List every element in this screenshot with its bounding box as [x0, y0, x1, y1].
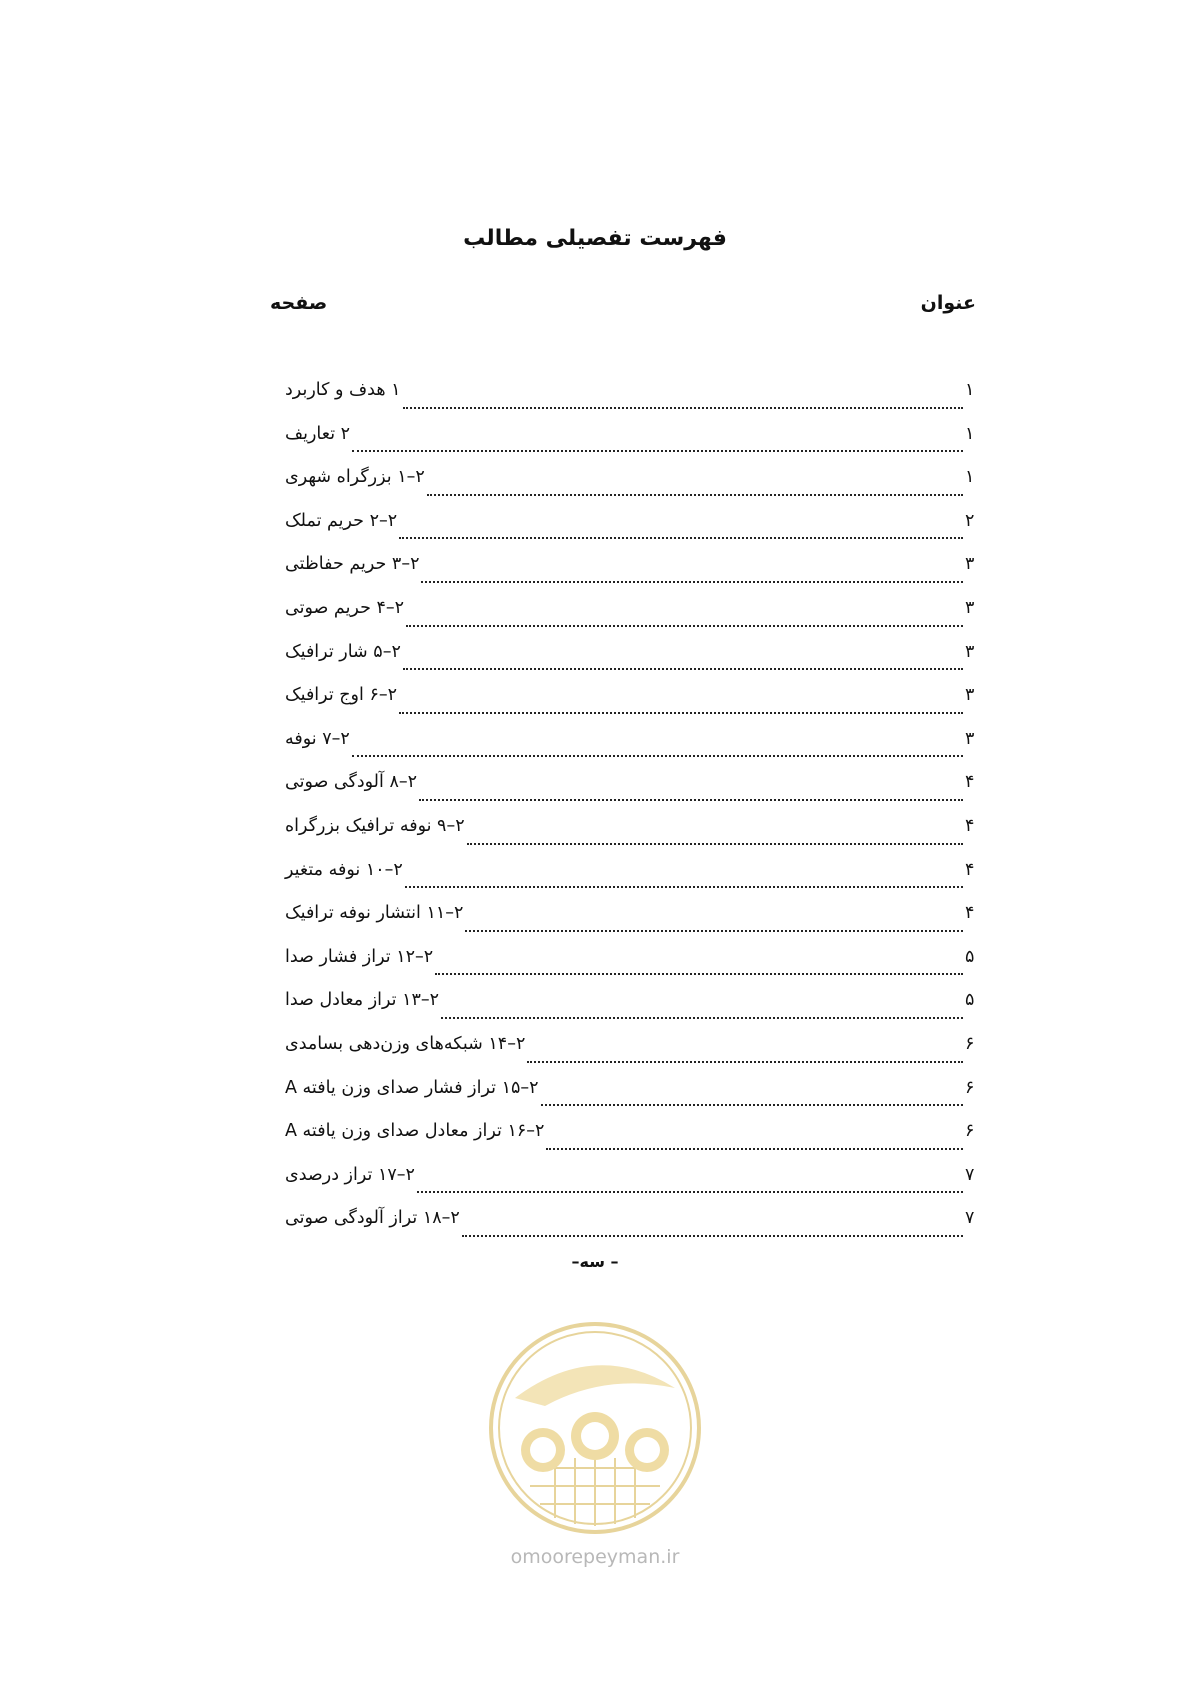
toc-entry-label: ۲–۱۶ تراز معادل صدای وزن یافته A — [285, 1121, 545, 1142]
dot-leader — [421, 581, 963, 583]
dot-leader — [352, 450, 963, 452]
dot-leader — [546, 1148, 963, 1150]
page-number: – سه– — [571, 1252, 619, 1271]
toc-entry[interactable] — [285, 554, 977, 598]
dot-leader — [399, 537, 963, 539]
toc-entry-label: ۲–۱۳ تراز معادل صدا — [285, 990, 440, 1011]
dot-leader — [527, 1061, 963, 1063]
toc-entry[interactable] — [285, 947, 977, 991]
toc-entry-label: ۲–۱۸ تراز آلودگی صوتی — [285, 1208, 460, 1229]
dot-leader — [427, 494, 963, 496]
toc-entry-page: ۴ — [965, 815, 975, 836]
toc-entry-page: ۷ — [965, 1164, 975, 1185]
dot-leader — [352, 755, 963, 757]
toc-entry-label: ۲–۴ حریم صوتی — [285, 597, 405, 618]
dot-leader — [406, 625, 963, 627]
toc-entry-label: ۲–۶ اوج ترافیک — [285, 685, 397, 706]
toc-entry-label: ۲–۸ آلودگی صوتی — [285, 772, 417, 793]
toc-entry[interactable] — [285, 772, 977, 816]
toc-entry-label: ۲–۱۷ تراز درصدی — [285, 1164, 415, 1185]
toc-entry[interactable] — [285, 467, 977, 511]
toc-entry[interactable] — [285, 511, 977, 555]
toc-entry[interactable] — [285, 903, 977, 947]
dot-leader — [403, 407, 963, 409]
dot-leader — [465, 930, 963, 932]
dot-leader — [399, 712, 963, 714]
toc-entry-page: ۱ — [965, 380, 975, 400]
toc-entry[interactable] — [285, 685, 977, 729]
toc-entry-label: ۲–۲ حریم تملک — [285, 510, 398, 531]
toc-entry-label: ۲–۱۲ تراز فشار صدا — [285, 946, 434, 967]
toc-entry-page: ۷ — [965, 1208, 975, 1229]
toc-entry-page: ۴ — [965, 859, 975, 880]
toc-entry[interactable] — [285, 729, 977, 773]
dot-leader — [405, 886, 963, 888]
toc-entry-page: ۴ — [965, 772, 975, 793]
toc-entry[interactable] — [285, 380, 977, 424]
toc-entry-page: ۳ — [965, 554, 975, 575]
toc-entry[interactable] — [285, 424, 977, 468]
toc-entry-page: ۶ — [965, 1033, 975, 1054]
toc-entry-label: ۲–۷ نوفه — [285, 728, 350, 749]
column-header-page: صفحه — [270, 292, 328, 314]
toc-entry-page: ۴ — [965, 903, 975, 924]
toc-entry-label: ۲–۳ حریم حفاظتی — [285, 554, 420, 575]
toc-entry-label: ۲–۱۰ نوفه متغیر — [285, 859, 403, 880]
dot-leader — [441, 1017, 963, 1019]
toc-entry[interactable] — [285, 990, 977, 1034]
toc-entry-label: ۲–۵ شار ترافیک — [285, 641, 401, 662]
dot-leader — [467, 843, 963, 845]
toc-entry-page: ۱ — [965, 467, 975, 488]
toc-entry-page: ۵ — [965, 946, 975, 967]
toc-entry-page: ۱ — [965, 423, 975, 444]
toc-entry[interactable] — [285, 1121, 977, 1165]
toc-entry[interactable] — [285, 1208, 977, 1252]
dot-leader — [417, 1191, 963, 1193]
column-header-title: عنوان — [920, 292, 976, 314]
toc-entry-page: ۳ — [965, 685, 975, 706]
toc-entry-page: ۳ — [965, 641, 975, 662]
page-title: فهرست تفصیلی مطالب — [463, 226, 727, 251]
toc-entry-label: ۲–۱ بزرگراه شهری — [285, 467, 425, 488]
toc-entry[interactable] — [285, 598, 977, 642]
dot-leader — [435, 973, 963, 975]
table-of-contents — [285, 380, 977, 1252]
toc-entry[interactable] — [285, 860, 977, 904]
toc-entry-label: ۲ تعاریف — [285, 423, 351, 444]
toc-entry-page: ۳ — [965, 597, 975, 618]
dot-leader — [541, 1104, 963, 1106]
toc-entry-label: ۲–۹ نوفه ترافیک بزرگراه — [285, 815, 465, 836]
dot-leader — [462, 1235, 963, 1237]
toc-entry-label: ۱ هدف و کاربرد — [285, 380, 401, 400]
toc-entry-label: ۲–۱۴ شبکه‌های وزن‌دهی بسامدی — [285, 1033, 526, 1054]
toc-entry[interactable] — [285, 1078, 977, 1122]
watermark-url: omoorepeyman.ir — [510, 1546, 680, 1568]
toc-entry-page: ۳ — [965, 728, 975, 749]
toc-entry-page: ۶ — [965, 1077, 975, 1098]
dot-leader — [419, 799, 963, 801]
toc-entry-label: ۲–۱۵ تراز فشار صدای وزن یافته A — [285, 1077, 539, 1098]
watermark-logo — [485, 1318, 705, 1538]
toc-entry-page: ۵ — [965, 990, 975, 1011]
toc-entry[interactable] — [285, 816, 977, 860]
toc-entry[interactable] — [285, 1034, 977, 1078]
toc-entry[interactable] — [285, 1165, 977, 1209]
toc-entry[interactable] — [285, 642, 977, 686]
dot-leader — [403, 668, 963, 670]
toc-entry-page: ۲ — [965, 510, 975, 531]
toc-entry-label: ۲–۱۱ انتشار نوفه ترافیک — [285, 903, 464, 924]
toc-entry-page: ۶ — [965, 1121, 975, 1142]
